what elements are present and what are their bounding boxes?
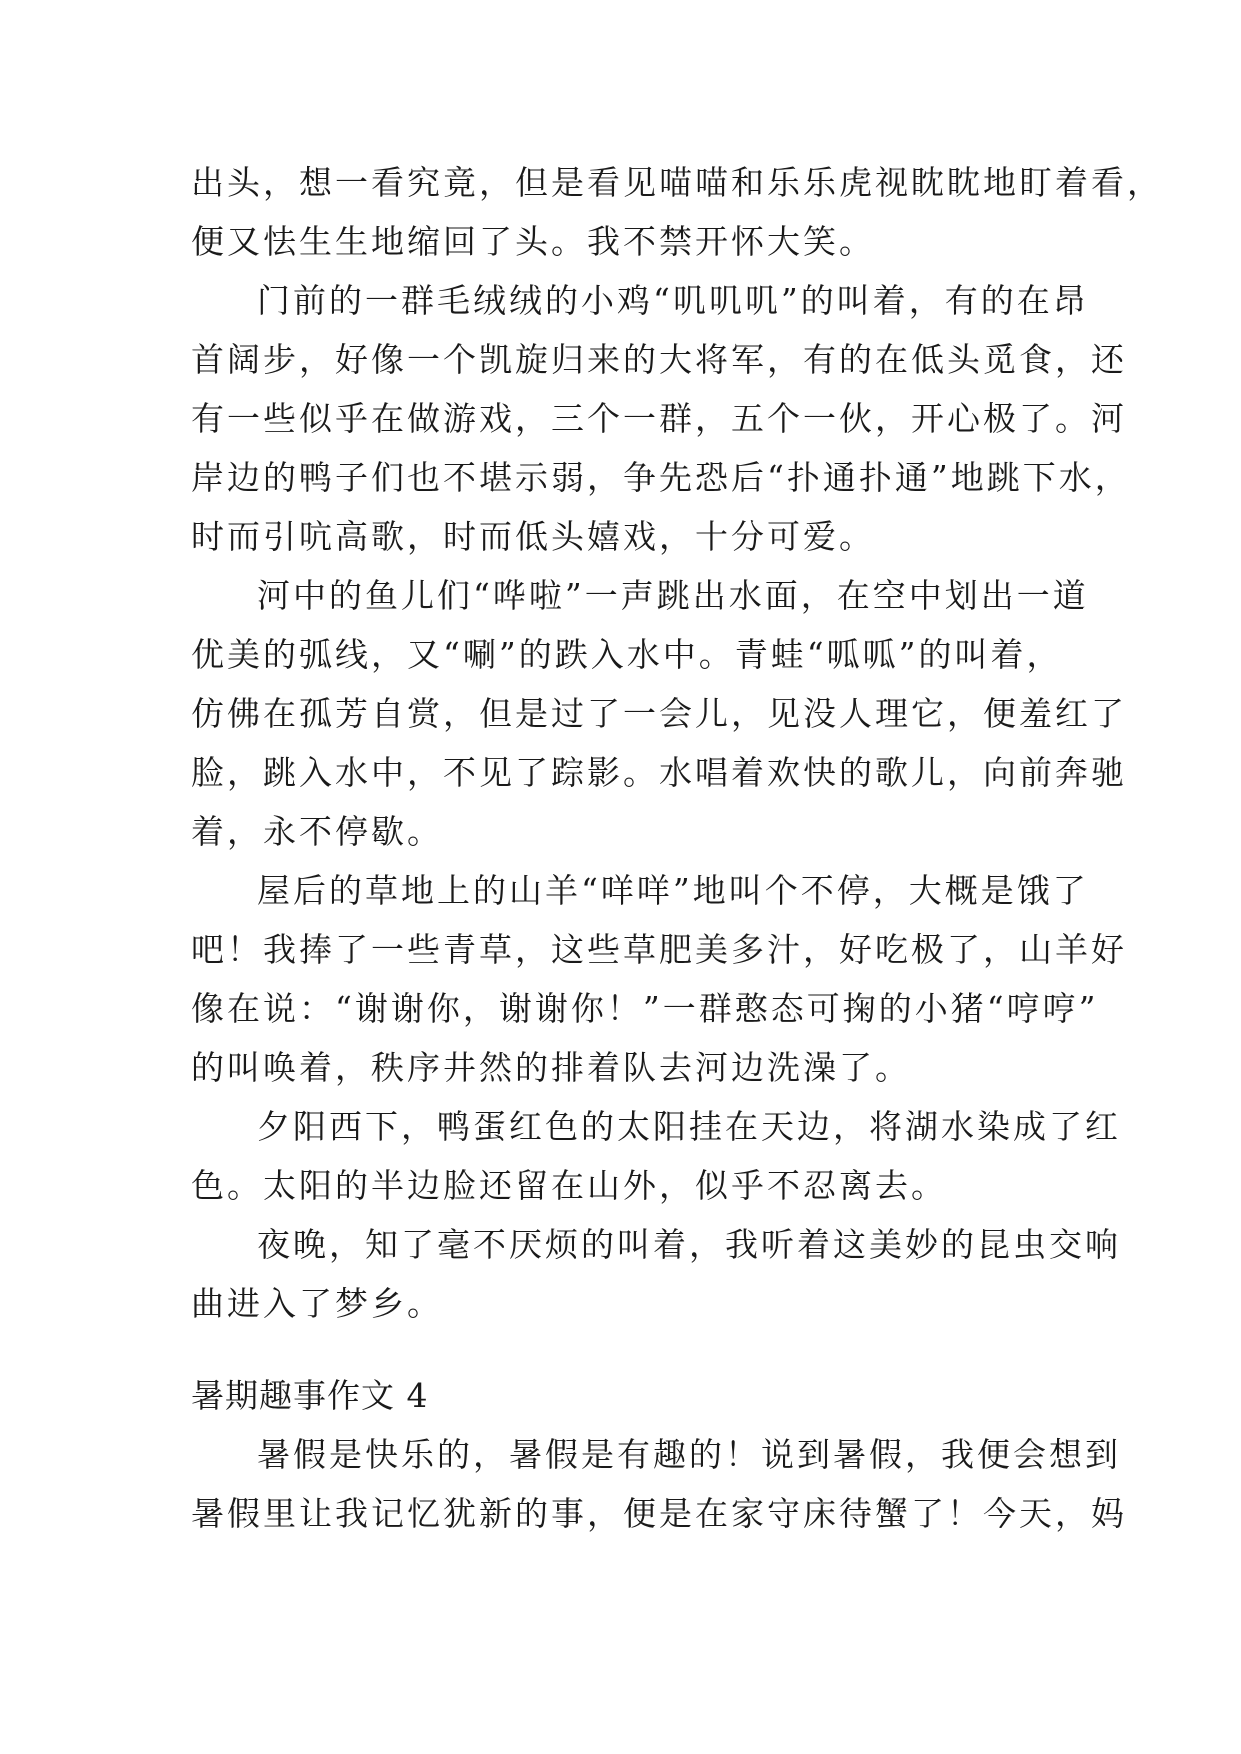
text-line: 仿佛在孤芳自赏，但是过了一会儿，见没人理它，便羞红了 (191, 694, 1127, 733)
text-line: 岸边的鸭子们也不堪示弱，争先恐后“扑通扑通”地跳下水， (191, 458, 1131, 497)
text-line: 时而引吭高歌，时而低头嬉戏，十分可爱。 (191, 517, 875, 556)
text-line: 暑假里让我记忆犹新的事，便是在家守床待蟹了！今天，妈 (191, 1494, 1127, 1533)
paragraph-first-line: 门前的一群毛绒绒的小鸡“叽叽叽”的叫着，有的在昂 (257, 281, 1089, 320)
text-line: 的叫唤着，秩序井然的排着队去河边洗澡了。 (191, 1048, 911, 1087)
text-line: 像在说：“谢谢你，谢谢你！”一群憨态可掬的小猪“哼哼” (191, 989, 1099, 1028)
text-line: 着，永不停歇。 (191, 812, 443, 851)
paragraph-first-line: 暑假是快乐的，暑假是有趣的！说到暑假，我便会想到 (257, 1435, 1121, 1474)
paragraph-first-line: 夕阳西下，鸭蛋红色的太阳挂在天边，将湖水染成了红 (257, 1107, 1121, 1146)
text-line: 优美的弧线，又“唰”的跌入水中。青蛙“呱呱”的叫着， (191, 635, 1063, 674)
text-line: 出头，想一看究竟，但是看见喵喵和乐乐虎视眈眈地盯着看， (191, 163, 1163, 202)
paragraph-first-line: 屋后的草地上的山羊“咩咩”地叫个不停，大概是饿了 (257, 871, 1089, 910)
text-line: 有一些似乎在做游戏，三个一群，五个一伙，开心极了。河 (191, 399, 1127, 438)
text-line: 便又怯生生地缩回了头。我不禁开怀大笑。 (191, 222, 875, 261)
text-line: 首阔步，好像一个凯旋归来的大将军，有的在低头觅食，还 (191, 340, 1127, 379)
text-line: 曲进入了梦乡。 (191, 1284, 443, 1323)
text-line: 吧！我捧了一些青草，这些草肥美多汁，好吃极了，山羊好 (191, 930, 1127, 969)
text-line: 色。太阳的半边脸还留在山外，似乎不忍离去。 (191, 1166, 947, 1205)
text-line: 脸，跳入水中，不见了踪影。水唱着欢快的歌儿，向前奔驰 (191, 753, 1127, 792)
paragraph-first-line: 河中的鱼儿们“哗啦”一声跳出水面，在空中划出一道 (257, 576, 1089, 615)
paragraph-first-line: 夜晚，知了毫不厌烦的叫着，我听着这美妙的昆虫交响 (257, 1225, 1121, 1264)
section-heading: 暑期趣事作文 4 (191, 1376, 429, 1415)
